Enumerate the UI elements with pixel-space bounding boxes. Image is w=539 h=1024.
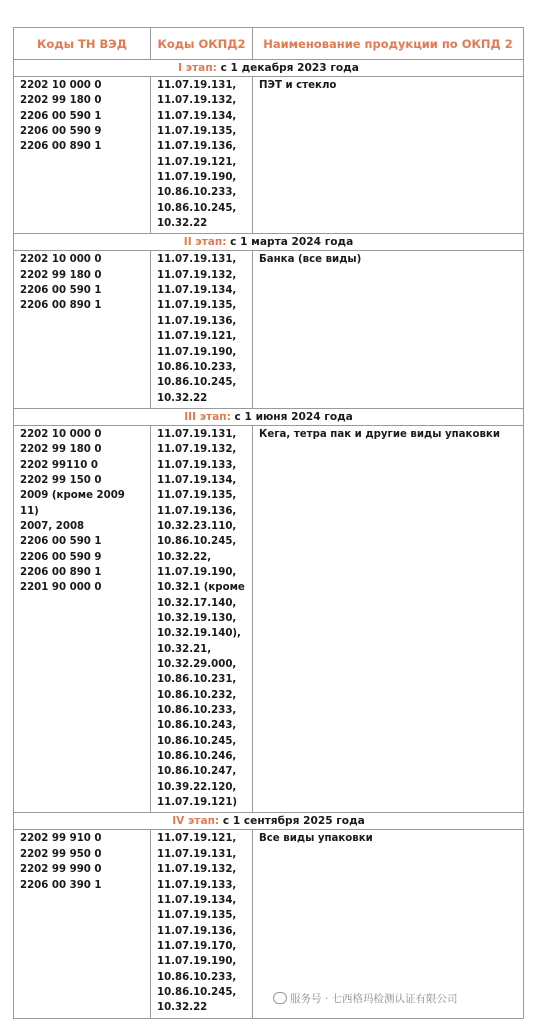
tnved-codes-item: 2202 99 910 0 (20, 833, 102, 845)
okpd2-codes-item: 10.86.10.233, (157, 971, 237, 983)
okpd2-codes-item: 10.32.21, (157, 643, 212, 655)
tnved-codes-item: 2206 00 890 1 (20, 141, 102, 153)
okpd2-codes (151, 251, 253, 408)
okpd2-codes-item: 11.07.19.121, (157, 331, 237, 343)
tnved-codes-item: 2202 10 000 0 (20, 254, 102, 266)
okpd2-codes-item: 10.86.10.231, (157, 674, 237, 686)
stage-date: с 1 декабря 2023 года (220, 62, 359, 74)
watermark (273, 991, 458, 1006)
okpd2-codes-item: 11.07.19.170, (157, 940, 237, 952)
okpd2-codes-item: 10.32.17.140, (157, 597, 237, 609)
stage-label: I этап: (178, 62, 217, 74)
header-okpd2: Коды ОКПД2 (151, 28, 253, 60)
tnved-codes-item: 2202 99 150 0 (20, 474, 102, 486)
stage-title (14, 408, 524, 425)
tnved-codes-item: 2009 (кроме 2009 11) (20, 490, 125, 517)
stage-date: с 1 июня 2024 года (234, 410, 353, 423)
okpd2-codes-item: 11.07.19.131, (157, 254, 237, 266)
okpd2-codes-item: 11.07.19.136, (157, 925, 237, 937)
wechat-icon (273, 992, 287, 1004)
okpd2-codes-item: 11.07.19.134, (157, 474, 237, 486)
okpd2-codes-item: 10.86.10.243, (157, 720, 237, 732)
stage-label: II этап: (183, 236, 227, 249)
stage-date: с 1 сентября 2025 года (222, 815, 365, 828)
product-name: Все виды упаковки (253, 830, 524, 1018)
tnved-codes-item: 2202 99 990 0 2206 00 390 1 (20, 864, 102, 891)
packaging-stages-table (13, 27, 524, 1019)
okpd2-codes-item: 11.07.19.133, (157, 459, 237, 471)
okpd2-codes-item: 10.86.10.233, (157, 361, 237, 373)
tnved-codes-item: 2202 10 000 0 (20, 428, 102, 440)
tnved-codes-item: 2206 00 590 1 (20, 110, 102, 122)
okpd2-codes-item: 11.07.19.190, (157, 956, 237, 968)
tnved-codes-item: 2206 00 890 1 (20, 300, 102, 312)
okpd2-codes-item: 11.07.19.131, (157, 80, 237, 91)
tnved-codes (14, 77, 151, 234)
okpd2-codes-item: 11.07.19.121, (157, 156, 237, 168)
header-tnved: Коды ТН ВЭД (14, 28, 151, 60)
okpd2-codes (151, 425, 253, 813)
okpd2-codes-item: 10.32.19.130, (157, 613, 237, 624)
okpd2-codes-item: 11.07.19.135, (157, 490, 237, 502)
tnved-codes-item: 2201 90 000 0 (20, 582, 102, 594)
okpd2-codes-item: 11.07.19.121) (157, 797, 238, 809)
okpd2-codes-item: 10.86.10.233, (157, 705, 237, 717)
okpd2-codes (151, 77, 253, 234)
okpd2-codes-item: 11.07.19.190, (157, 346, 237, 358)
stage-label: IV этап: (172, 815, 220, 828)
okpd2-codes-item: 10.86.10.233, (157, 187, 237, 199)
stage-title (14, 60, 524, 77)
okpd2-codes-item: 11.07.19.134, (157, 894, 237, 906)
okpd2-codes-item: 11.07.19.190, (157, 172, 237, 184)
stage-header-row (14, 60, 524, 77)
stage-content-row (14, 425, 524, 813)
okpd2-codes-item: 11.07.19.134, (157, 110, 237, 122)
okpd2-codes-item: 10.86.10.232, (157, 689, 237, 701)
stage-header-row (14, 408, 524, 425)
okpd2-codes-item: 11.07.19.136, (157, 141, 237, 153)
stage-header-row (14, 813, 524, 830)
okpd2-codes-item: 11.07.19.136, (157, 315, 237, 327)
tnved-codes-item: 2206 00 590 1 (20, 285, 102, 297)
product-name: ПЭТ и стекло (253, 77, 524, 234)
okpd2-codes-item: 10.32.22, (157, 551, 212, 563)
tnved-codes (14, 830, 151, 1018)
okpd2-codes-item: 11.07.19.136, (157, 505, 237, 517)
header-row (14, 28, 524, 60)
okpd2-codes-item: 11.07.19.132, (157, 864, 237, 876)
okpd2-codes-item: 11.07.19.134, (157, 285, 237, 297)
stage-title (14, 234, 524, 251)
okpd2-codes-item: 10.86.10.245, (157, 986, 237, 998)
tnved-codes-item: 2007, 2008 (20, 520, 85, 532)
okpd2-codes-item: 11.07.19.135, (157, 126, 237, 138)
okpd2-codes-item: 11.07.19.131, (157, 428, 237, 440)
okpd2-codes-item: 10.32.22 (157, 1002, 208, 1014)
stage-label: III этап: (184, 410, 231, 423)
tnved-codes-item: 2202 99 950 0 (20, 848, 102, 860)
stage-content-row (14, 77, 524, 234)
okpd2-codes-item: 10.32.22 (157, 392, 208, 404)
tnved-codes-item: 2206 00 590 9 (20, 126, 102, 138)
stage-content-row (14, 830, 524, 1018)
stage-content-row (14, 251, 524, 408)
tnved-codes-item: 2206 00 590 1 (20, 536, 102, 548)
okpd2-codes-item: 10.86.10.245, (157, 536, 237, 548)
okpd2-codes-item: 11.07.19.190, (157, 566, 237, 578)
okpd2-codes-item: 11.07.19.121, (157, 833, 237, 845)
okpd2-codes-item: 11.07.19.132, (157, 269, 237, 281)
tnved-codes-item: 2202 99 180 0 (20, 444, 102, 456)
okpd2-codes-item: 11.07.19.133, (157, 879, 237, 891)
tnved-codes-item: 2202 99 180 0 (20, 269, 102, 281)
header-product-name: Наименование продукции по ОКПД 2 (253, 28, 524, 60)
okpd2-codes-item: 11.07.19.135, (157, 300, 237, 312)
okpd2-codes (151, 830, 253, 1018)
stage-date: с 1 марта 2024 года (230, 236, 354, 249)
okpd2-codes-item: 11.07.19.135, (157, 910, 237, 922)
product-name: Банка (все виды) (253, 251, 524, 408)
tnved-codes (14, 251, 151, 408)
okpd2-codes-item: 10.86.10.247, (157, 766, 237, 778)
tnved-codes-item: 2206 00 590 9 (20, 551, 102, 563)
okpd2-codes-item: 10.86.10.246, (157, 751, 237, 763)
stage-title (14, 813, 524, 830)
okpd2-codes-item: 11.07.19.131, (157, 848, 237, 860)
okpd2-codes-item: 10.86.10.245, (157, 202, 237, 214)
okpd2-codes-item: 10.39.22.120, (157, 781, 237, 793)
product-name: Кега, тетра пак и другие виды упаковки (253, 425, 524, 813)
stage-header-row (14, 234, 524, 251)
tnved-codes-item: 2206 00 890 1 (20, 566, 102, 578)
okpd2-codes-item: 10.86.10.245, (157, 735, 237, 747)
okpd2-codes-item: 10.32.19.140), (157, 628, 241, 640)
tnved-codes (14, 425, 151, 813)
okpd2-codes-item: 10.32.1 (кроме (157, 582, 245, 594)
tnved-codes-item: 2202 99110 0 (20, 459, 98, 471)
tnved-codes-item: 2202 99 180 0 (20, 95, 102, 107)
tnved-codes-item: 2202 10 000 0 (20, 80, 102, 91)
okpd2-codes-item: 10.32.23.110, (157, 520, 237, 532)
watermark-text: 服务号 · 七西格玛检测认证有限公司 (290, 993, 458, 1005)
okpd2-codes-item: 10.86.10.245, (157, 377, 237, 389)
okpd2-codes-item: 10.32.22 (157, 218, 208, 230)
okpd2-codes-item: 10.32.29.000, (157, 659, 237, 671)
okpd2-codes-item: 11.07.19.132, (157, 95, 237, 107)
okpd2-codes-item: 11.07.19.132, (157, 444, 237, 456)
